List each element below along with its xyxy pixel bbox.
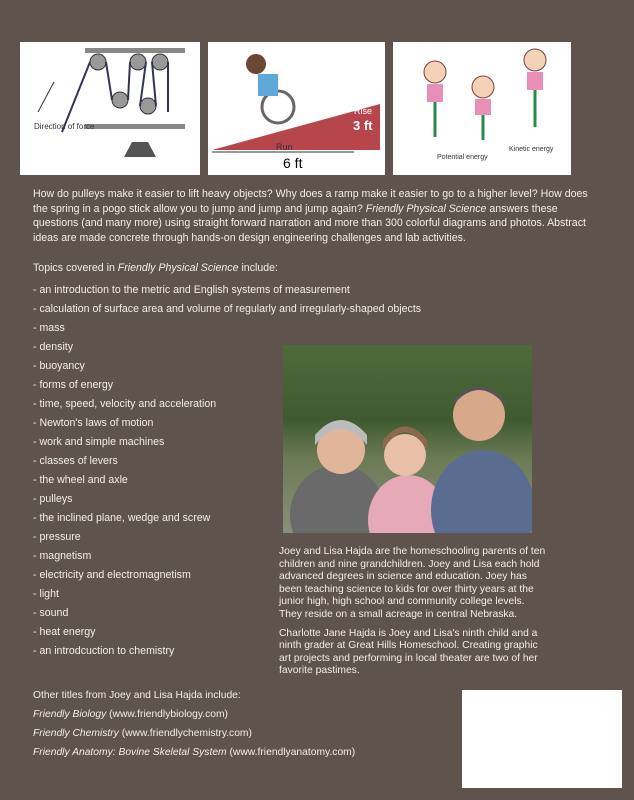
topic-item: - light [33, 588, 59, 600]
topics-heading-pre: Topics covered in [33, 262, 118, 274]
pulley-label: Direction of force [34, 122, 95, 131]
topic-item: - sound [33, 607, 69, 619]
pulley-illustration [20, 42, 200, 175]
topic-item: - classes of levers [33, 455, 118, 467]
run-value: 6 ft [283, 155, 303, 171]
other-title-name: Friendly Chemistry [33, 728, 119, 739]
authors-photo-image [283, 345, 532, 533]
topic-item: - work and simple machines [33, 436, 165, 448]
topic-item: - buoyancy [33, 360, 85, 372]
topic-item: - time, speed, velocity and acceleration [33, 398, 217, 410]
run-label: Run [276, 142, 293, 152]
intro-paragraph [33, 187, 603, 245]
topic-item: - the wheel and axle [33, 474, 128, 486]
topic-item: - heat energy [33, 626, 96, 638]
barcode-area [462, 690, 622, 788]
topic-item: - an introdcuction to chemistry [33, 645, 175, 657]
rise-value: 3 ft [353, 118, 373, 133]
pogo-diagram [393, 42, 571, 175]
other-title-url: (www.friendlybiology.com) [106, 709, 228, 720]
potential-energy-label: Potential energy [437, 154, 488, 161]
rise-label: Rise [354, 106, 373, 116]
topic-item: - forms of energy [33, 379, 114, 391]
bio-parents: Joey and Lisa Hajda are the homeschooling parents of ten children and nine grandchildren. Joey and Lisa each hold advanced degrees in science and education. Joey has been teaching science to kids for over thirty years at the junior high, high school and community college levels. They reside on a small acreage in central Nebraska. [279, 546, 546, 620]
topic-item: - electricity and electromagnetism [33, 569, 191, 581]
authors-photo [283, 345, 532, 533]
other-title-url: (www.friendlyanatomy.com) [226, 747, 356, 758]
other-title-item [33, 724, 355, 743]
kinetic-energy-label: Kinetic energy [509, 146, 554, 153]
bio-illustrator: Charlotte Jane Hajda is Joey and Lisa's ninth child and a ninth grader at Great Hills Homeschool. Creating graphic art projects and performing in local theater are two of her favorite pastimes. [279, 627, 538, 677]
topic-item: - the inclined plane, wedge and screw [33, 512, 211, 524]
other-title-url: (www.friendlychemistry.com) [118, 728, 252, 739]
topic-item: - density [33, 341, 74, 353]
topic-item: - Newton's laws of motion [33, 417, 154, 429]
intro-text-1: How do pulleys make it easier to lift heavy objects? Why does a ramp make it easier to go to a higher level? How does the spring in a pogo stick allow you to jump and jump and jump again? [33, 188, 588, 215]
pulley-diagram [20, 42, 200, 175]
other-title-name: Friendly Anatomy: Bovine Skeletal System [33, 747, 227, 758]
topic-item: - an introduction to the metric and English systems of measurement [33, 284, 350, 296]
topic-item: - magnetism [33, 550, 92, 562]
topic-item: - pulleys [33, 493, 73, 505]
intro-book-title: Friendly Physical Science [365, 202, 487, 215]
other-title-item [33, 705, 355, 724]
other-title-item [33, 743, 355, 762]
topics-heading-post: include: [238, 262, 278, 274]
topic-item: - calculation of surface area and volume of regularly and irregularly-shaped objects [33, 303, 422, 315]
topics-heading [33, 262, 278, 274]
other-title-name: Friendly Biology [33, 709, 107, 720]
other-titles-heading: Other titles from Joey and Lisa Hajda include: [33, 690, 241, 701]
other-titles [33, 686, 355, 762]
intro-text-2: answers these questions (and many more) using straight forward narration and more than 300 colorful diagrams and photos. Abstract ideas are made concrete through hands-on design engineering challenges and lab activities. [33, 202, 586, 244]
topics-heading-title: Friendly Physical Science [117, 262, 239, 274]
topic-item: - pressure [33, 531, 81, 543]
topic-item: - mass [33, 322, 65, 334]
authors-bio [279, 546, 549, 684]
ramp-diagram [208, 42, 385, 175]
